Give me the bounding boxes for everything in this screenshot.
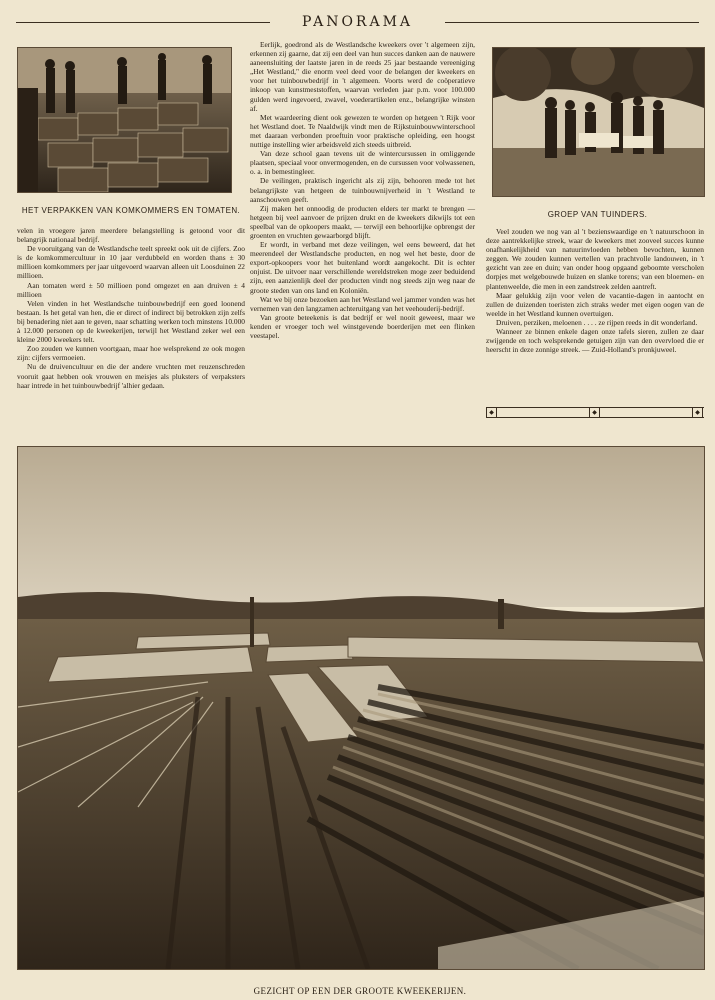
text-column-middle xyxy=(250,40,475,340)
paragraph: Velen vinden in het Westlandsche tuinbouwbedrijf een goed loonend bestaan. Is het getal van hen, die er direct of indirect bij betrokken zijn zelfs bij benadering niet aan te geven, naar schatting werken toch minstens 10.000 à 12.000 personen op de kweekerijen, terwijl het Westland zeker wel een kleine 2000 kweekers telt. xyxy=(17,298,245,345)
paragraph: De vooruitgang van de Westlandsche teelt spreekt ook uit de cijfers. Zoo is de komkommercultuur in 10 jaar verdubbeld en worden thans ± 30 millioen komkommers per jaar uitgevoerd waarvan alleen uit Loosduinen 22 millioen. xyxy=(17,244,245,281)
paragraph: Van deze school gaan tevens uit de wintercursussen in omliggende plaatsen, speciaal voor onvermogenden, en de cursussen voor volwassenen, o. a. in bemestingleer. xyxy=(250,149,475,177)
paragraph: Met waardeering dient ook gewezen te worden op hetgeen 't Rijk voor het Westland doet. Te Naaldwijk vindt men de Rijkstuinbouwwinterschool met daaraan verbonden proeftuin voor praktische opleiding, een hoogst nuttige instelling wier arbeidsveld zich steeds uitbreid. xyxy=(250,112,475,150)
paragraph: Wanneer ze binnen enkele dagen onze tafels sieren, zullen ze daar zwijgende en toch welsprekende getuigen zijn van den overvloed die er heerscht in deze zonnige streek. — Zuid-Holland's pronkjuweel. xyxy=(486,327,704,355)
caption-gardeners: GROEP VAN TUINDERS. xyxy=(547,210,648,219)
paragraph: Zij maken het onnoodig de producten elders ter markt te brengen — hetgeen bij veel aanvoer de prijzen drukt en de kweekers dikwijls tot een speelbal van de opkoopers maakt, — terwijl een behoorlijke opbrengst der groenten en vruchten gewaarborgd blijft. xyxy=(250,203,475,240)
packing-scene-image xyxy=(18,48,231,192)
paragraph: Aan tomaten werd ± 50 millioen pond omgezet en aan druiven ± 4 millioen xyxy=(17,280,245,299)
ornament-diamond-icon: ◆ xyxy=(692,408,703,417)
paragraph: Maar gelukkig zijn voor velen de vacantie-dagen in aantocht en zullen de duizenden toeristen zich straks weder met eigen oogen van de weelde in het Westland kunnen overtuigen. xyxy=(486,290,704,318)
paragraph: Eerlijk, goedrond als de Westlandsche kweekers over 't algemeen zijn, erkennen zij gaarne, dat zij een deel van hun succes danken aan de nauwere aaneensluiting der laatste jaren in de reeds 25 jaar bestaande vereeniging „Het Westland," die enorm veel deed voor de belangen der kweekers en voor het tuinbouwbedrijf in 't algemeen. Voorts werd de coöperatieve inkoop van kunstmeststoffen, waarvan verleden jaar p.m. voor 100.000 gulden werd ingevoerd, zwavel, voederartikelen enz., belangrijke winsten af. xyxy=(250,40,475,113)
ornament-diamond-icon: ◆ xyxy=(486,408,497,417)
caption-nursery: GEZICHT OP EEN DER GROOTE KWEEKERIJEN. xyxy=(253,986,467,996)
photo-gardeners xyxy=(492,47,705,197)
paragraph: Veel zouden we nog van al 't bezienswaardige en 't natuurschoon in deze aantrekkelijke streek, waar de kweekers met zooveel succes kunne onafhankelijkheid van natuurinvloeden hebben bevochten, kunnen zeggen. We zouden kunnen vertellen van prachtvolle landouwen, in 't gezicht van zee en duin; van onder hoog opgaand geboomte verscholen dorpjes met welgebouwde huizen en slanke torens; van een bloemen- en plantenweelde, die men in een zandstreek zelden aantreft. xyxy=(486,227,704,291)
paragraph: Druiven, perziken, meloenen . . . . ze rijpen reeds in dit wonderland. xyxy=(496,317,698,327)
caption-packing: HET VERPAKKEN VAN KOMKOMMERS EN TOMATEN. xyxy=(21,206,241,215)
paragraph: Van groote beteekenis is dat bedrijf er wel nooit geweest, maar we kenden er vroeger toch wel winstgevende boerderijen met een flinken veestapel. xyxy=(250,312,475,340)
paragraph: Nu de druivencultuur en die der andere vruchten met reuzenschreden vooruit gaat hebben ook vrouwen en meisjes als pluksters of verpaksters haar intrede in het tuinbouwbedrijf 'alhier gedaan. xyxy=(17,362,245,390)
ornament-diamond-icon: ◆ xyxy=(589,408,600,417)
photo-nursery xyxy=(17,446,705,970)
masthead-title: PANORAMA xyxy=(301,14,414,30)
paragraph: Zoo zouden we kunnen voortgaan, maar hoe welsprekend ze ook mogen zijn: cijfers vermoeien. xyxy=(17,344,245,363)
paragraph: De veilingen, praktisch ingericht als zij zijn, behooren mede tot het belangrijkste van hetgeen de tuinbouwnijverheid in 't Westland te aanschouwen geeft. xyxy=(250,176,475,204)
text-column-left xyxy=(17,226,245,390)
ornamental-rule xyxy=(486,407,704,418)
paragraph: Wat we bij onze bezoeken aan het Westland wel jammer vonden was het vernemen van den langzamen achteruitgang van het veehouderij-bedrijf. xyxy=(250,294,475,313)
text-column-right xyxy=(486,227,704,354)
paragraph: velen in vroegere jaren meerdere belangstelling is getoond voor dit belangrijk nationaal bedrijf. xyxy=(17,226,245,245)
paragraph: Er wordt, in verband met deze veilingen, wel eens beweerd, dat het meerendeel der Westlandsche producten, en nog wel het beste, door de export-opkoopers voor het buitenland wordt aangekocht. Dit is echter onjuist. De uitvoer naar verschillende wereldstreken moge zeer beduidend zijn, een aanzienlijk deel der producten vindt nog steeds zijn weg naar de groote steden van ons land en Koloniën. xyxy=(250,240,475,295)
gardeners-scene-image xyxy=(493,48,704,196)
photo-packing xyxy=(17,47,232,193)
nursery-scene-image xyxy=(18,447,704,969)
